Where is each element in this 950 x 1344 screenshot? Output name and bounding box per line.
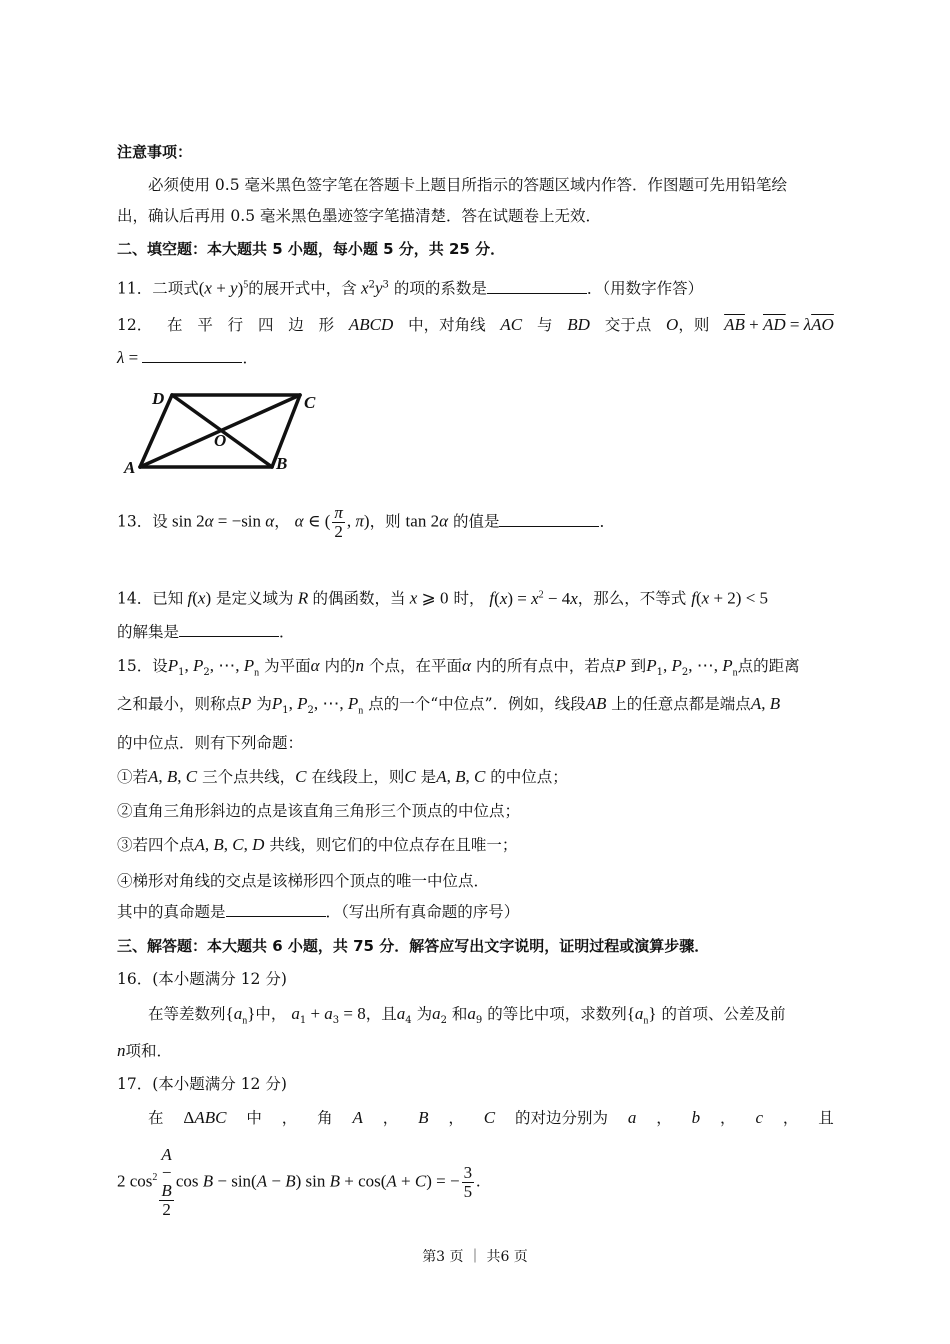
question-13: 13．设 sin 2α = −sin α， α ∈ ( $\frac{\pi}{2}$ , π)，则 tan 2α 的值是 ． xyxy=(117,503,615,541)
section-3-heading: 三、解答题：本大题共 6 小题，共 75 分．解答应写出文字说明，证明过程或演算步骤． xyxy=(117,937,710,955)
answer-blank[interactable] xyxy=(142,348,242,363)
question-14-line-2: 的解集是 ． xyxy=(117,623,295,641)
notice-line-1: 必须使用 0.5 毫米黑色签字笔在答题卡上题目所指示的答题区域内作答．作图题可先用铅笔绘 xyxy=(148,176,788,194)
label-b: B xyxy=(276,454,288,473)
label-a: A xyxy=(124,458,136,477)
question-12-line-2: λ = ． xyxy=(117,348,258,367)
question-12-line-1: 12． 在 平 行 四 边 形 ABCD 中，对角线 AC 与 BD 交于点 O，则 $\overline{AB} + \overline{AD} = \lambda\overline{AO}$ xyxy=(117,315,834,334)
section-2-heading: 二、填空题：本大题共 5 小题，每小题 5 分，共 25 分． xyxy=(117,240,506,258)
notice-heading: 注意事项： xyxy=(117,143,193,161)
answer-blank[interactable] xyxy=(179,622,279,637)
question-11: 11．二项式$(x + y)^5$的展开式中，含 $x^2y^3$ 的项的系数是 ．（用数字作答） xyxy=(117,278,704,298)
label-o: O xyxy=(214,431,227,450)
label-d: D xyxy=(152,389,165,408)
proposition-2: ②直角三角形斜边的点是该直角三角形三个顶点的中位点； xyxy=(117,802,521,820)
question-16-heading: 16．(本小题满分 12 分) xyxy=(117,970,287,988)
answer-blank[interactable] xyxy=(499,512,599,527)
question-17-heading: 17．(本小题满分 12 分) xyxy=(117,1075,287,1093)
answer-blank[interactable] xyxy=(487,279,587,294)
proposition-3: ③若四个点A, B, C, D 共线，则它们的中位点存在且唯一； xyxy=(117,835,518,854)
question-15-line-1: 15．设$P_1$, $P_2$, ⋯, $P_n$ 为平面α 内的n 个点，在平面α 内的所有点中，若点P 到$P_1$, $P_2$, ⋯, $P_n$点的距离 xyxy=(117,656,800,679)
answer-blank[interactable] xyxy=(226,902,326,917)
proposition-1: ①若A, B, C 三个点共线，C 在线段上，则C 是A, B, C 的中位点； xyxy=(117,767,568,786)
label-c: C xyxy=(304,393,316,412)
notice-line-2: 出，确认后再用 0.5 毫米黑色墨迹签字笔描清楚．答在试题卷上无效． xyxy=(117,207,602,225)
question-17-line-1: 在 ΔABC 中 ， 角 A ， B ， C 的对边分别为 a ， b ， c ， 且 xyxy=(148,1108,834,1127)
question-16-line-2: n项和． xyxy=(117,1041,173,1060)
question-14-line-1: 14．已知 f(x) 是定义域为 R 的偶函数，当 x ⩾ 0 时， $f(x) = x^2 - 4x$，那么，不等式 f(x + 2) < 5 xyxy=(117,588,769,608)
question-16-line-1: 在等差数列$\{a_n\}$中， $a_1 + a_3 = 8$，且$a_4$ 为$a_2$ 和$a_9$ 的等比中项，求数列$\{a_n\}$ 的首项、公差及前 xyxy=(148,1004,786,1027)
parallelogram-figure xyxy=(122,385,327,480)
question-17-equation: 2 $\cos^2$ A − B 2 cos B − sin(A − B) sin B + cos(A + C) = − $\frac{3}{5}$ . xyxy=(117,1145,481,1219)
proposition-4: ④梯形对角线的交点是该梯形四个顶点的唯一中位点． xyxy=(117,872,490,890)
question-15-line-3: 的中位点．则有下列命题： xyxy=(117,734,304,752)
question-15-line-2: 之和最小，则称点P 为$P_1$, $P_2$, ⋯, $P_n$ 点的一个“中位点”．例如，线段AB 上的任意点都是端点A, B xyxy=(117,694,781,717)
page-footer: 第3 页 ｜ 共6 页 xyxy=(422,1249,528,1265)
question-15-answer: 其中的真命题是 ．（写出所有真命题的序号） xyxy=(117,903,520,921)
